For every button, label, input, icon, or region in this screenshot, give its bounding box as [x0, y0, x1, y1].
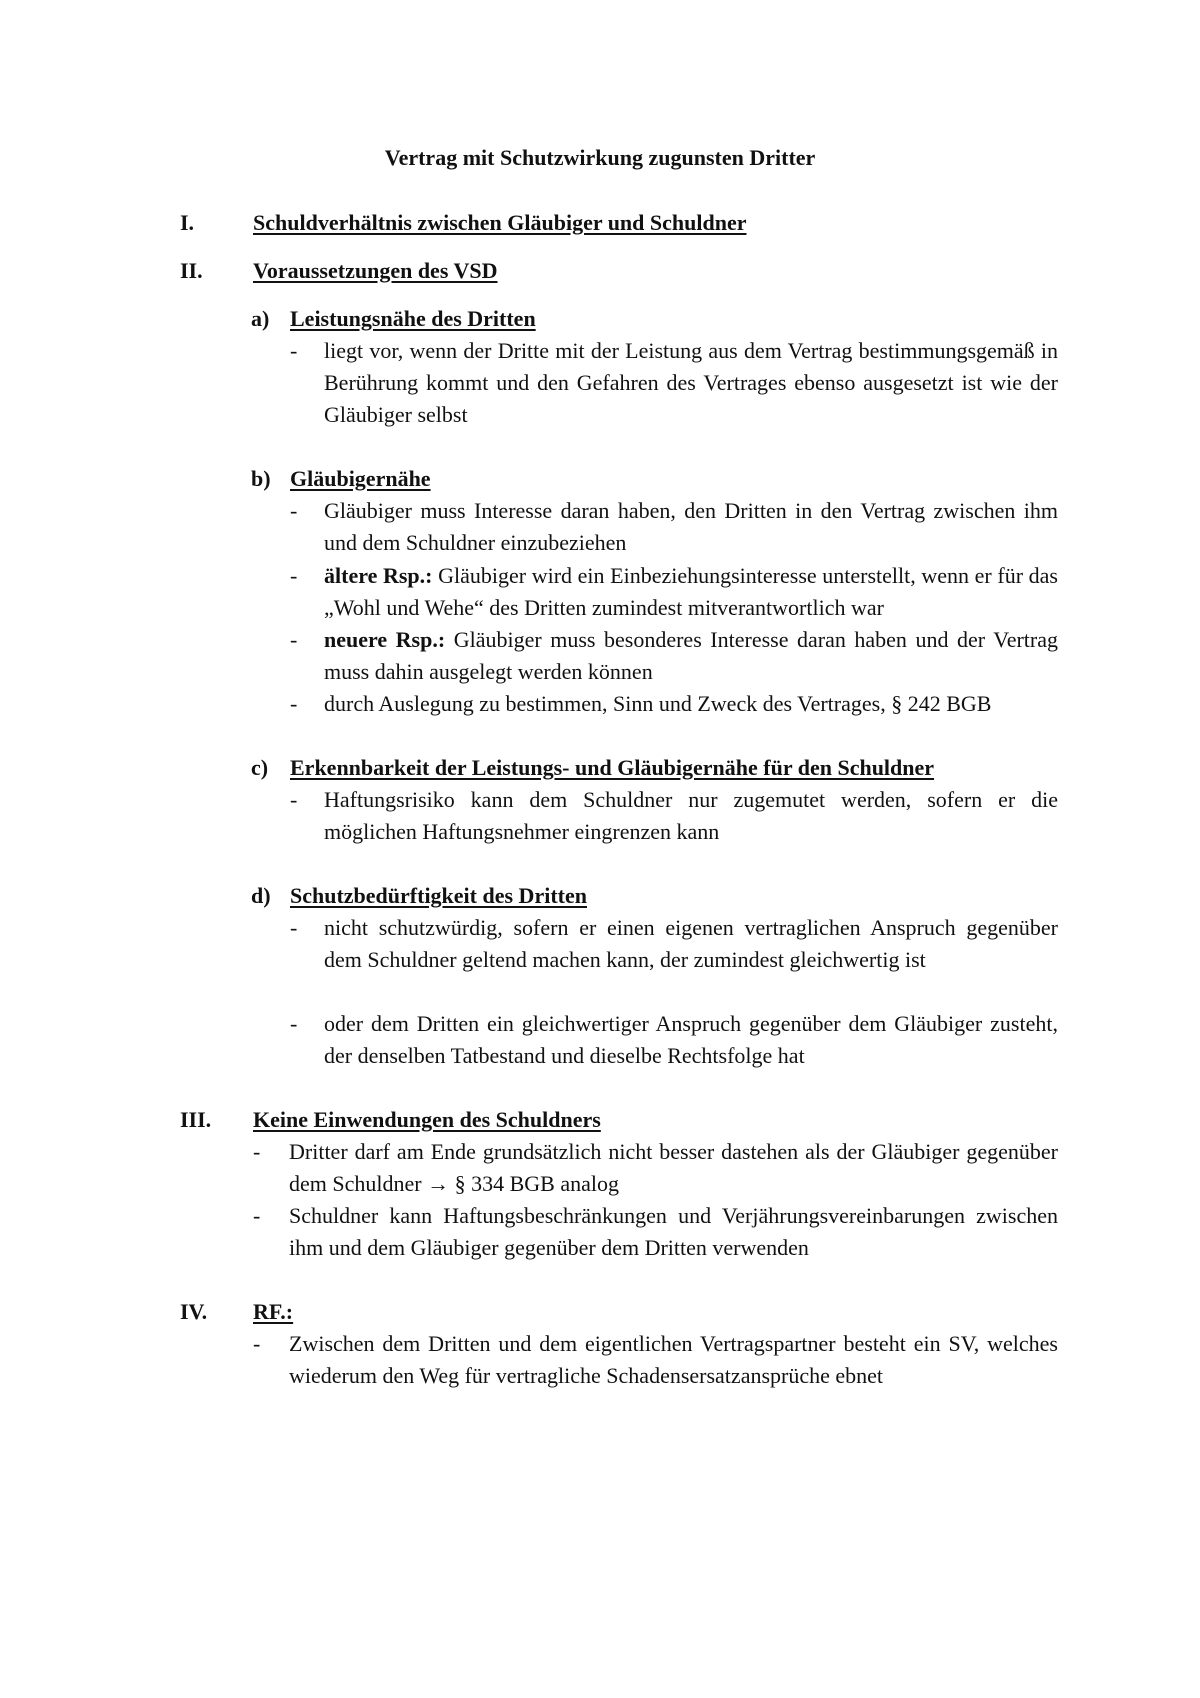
- subsection-letter: d): [251, 883, 271, 908]
- bullet-dash: -: [253, 1203, 261, 1228]
- section-number: III.: [180, 1107, 212, 1132]
- bullet-dash: -: [290, 498, 298, 523]
- list-item: [290, 912, 1058, 976]
- list-item-text: Haftungsrisiko kann dem Schuldner nur zugemutet werden, sofern er die möglichen Haftungsnehmer eingrenzen kann: [324, 787, 1058, 844]
- list-item: [290, 335, 1058, 431]
- bullet-dash: -: [290, 627, 298, 652]
- subsection-letter: a): [251, 306, 270, 331]
- bullet-dash: -: [290, 915, 298, 940]
- list-item-text: oder dem Dritten ein gleichwertiger Anspruch gegenüber dem Gläubiger zusteht, der denselben Tatbestand und dieselbe Rechtsfolge hat: [324, 1011, 1058, 1068]
- subsection-title: Leistungsnähe des Dritten: [290, 306, 536, 331]
- bullet-dash: -: [290, 691, 298, 716]
- list-item-text: durch Auslegung zu bestimmen, Sinn und Zweck des Vertrages, § 242 BGB: [324, 691, 992, 716]
- subsection-letter: b): [251, 466, 271, 491]
- bullet-dash: -: [290, 338, 298, 363]
- list-item-text: Dritter darf am Ende grundsätzlich nicht besser dastehen als der Gläubiger gegenüber dem Schuldner: [289, 1139, 1058, 1196]
- arrow-right-icon: →: [427, 1171, 450, 1196]
- bullet-dash: -: [253, 1139, 261, 1164]
- section-title: Voraussetzungen des VSD: [253, 258, 498, 283]
- list-item: [290, 624, 1058, 688]
- subsection-title: Gläubigernähe: [290, 466, 431, 491]
- list-item-text: Zwischen dem Dritten und dem eigentlichen Vertragspartner besteht ein SV, welches wiederum den Weg für vertragliche Schadensersatzansprüche ebnet: [289, 1331, 1058, 1388]
- list-item: [253, 1328, 1058, 1392]
- section-number: II.: [180, 258, 203, 283]
- section-number: IV.: [180, 1299, 208, 1324]
- subsection-letter: c): [251, 755, 269, 780]
- list-item-text: Schuldner kann Haftungsbeschränkungen und Verjährungsvereinbarungen zwischen ihm und dem Gläubiger gegenüber dem Dritten verwenden: [289, 1203, 1058, 1260]
- list-item: [290, 688, 1058, 720]
- list-item-bold-label: neuere Rsp.:: [324, 627, 446, 652]
- list-item-text: nicht schutzwürdig, sofern er einen eigenen vertraglichen Anspruch gegenüber dem Schuldner geltend machen kann, der zumindest gleichwertig ist: [324, 915, 1058, 972]
- section-title: RF.:: [253, 1299, 294, 1324]
- list-item: [290, 495, 1058, 559]
- list-item-text: Gläubiger wird ein Einbeziehungsinteresse unterstellt, wenn er für das „Wohl und Wehe“ des Dritten zumindest mitverantwortlich war: [324, 563, 1058, 620]
- section-number: I.: [180, 210, 195, 235]
- subsection-title: Erkennbarkeit der Leistungs- und Gläubigernähe für den Schuldner: [290, 755, 935, 780]
- bullet-dash: -: [290, 563, 298, 588]
- section-title: Schuldverhältnis zwischen Gläubiger und Schuldner: [253, 210, 747, 235]
- list-item-text: liegt vor, wenn der Dritte mit der Leistung aus dem Vertrag bestimmungsgemäß in Berührung kommt und den Gefahren des Vertrages ebenso ausgesetzt ist wie der Gläubiger selbst: [324, 338, 1058, 427]
- list-item-text: Gläubiger muss besonderes Interesse daran haben und der Vertrag muss dahin ausgelegt werden können: [324, 627, 1058, 684]
- bullet-dash: -: [290, 787, 298, 812]
- list-item: [290, 560, 1058, 624]
- bullet-dash: -: [253, 1331, 261, 1356]
- subsection-title: Schutzbedürftigkeit des Dritten: [290, 883, 587, 908]
- section-title: Keine Einwendungen des Schuldners: [253, 1107, 601, 1132]
- list-item: [253, 1136, 1058, 1200]
- list-item-text: Gläubiger muss Interesse daran haben, den Dritten in den Vertrag zwischen ihm und dem Schuldner einzubeziehen: [324, 498, 1058, 555]
- list-item-text: § 334 BGB analog: [449, 1171, 619, 1196]
- list-item: [253, 1200, 1058, 1264]
- bullet-dash: -: [290, 1011, 298, 1036]
- page-title: Vertrag mit Schutzwirkung zugunsten Dritter: [384, 145, 816, 170]
- list-item-bold-label: ältere Rsp.:: [324, 563, 433, 588]
- list-item: [290, 784, 1058, 848]
- list-item: [290, 1008, 1058, 1072]
